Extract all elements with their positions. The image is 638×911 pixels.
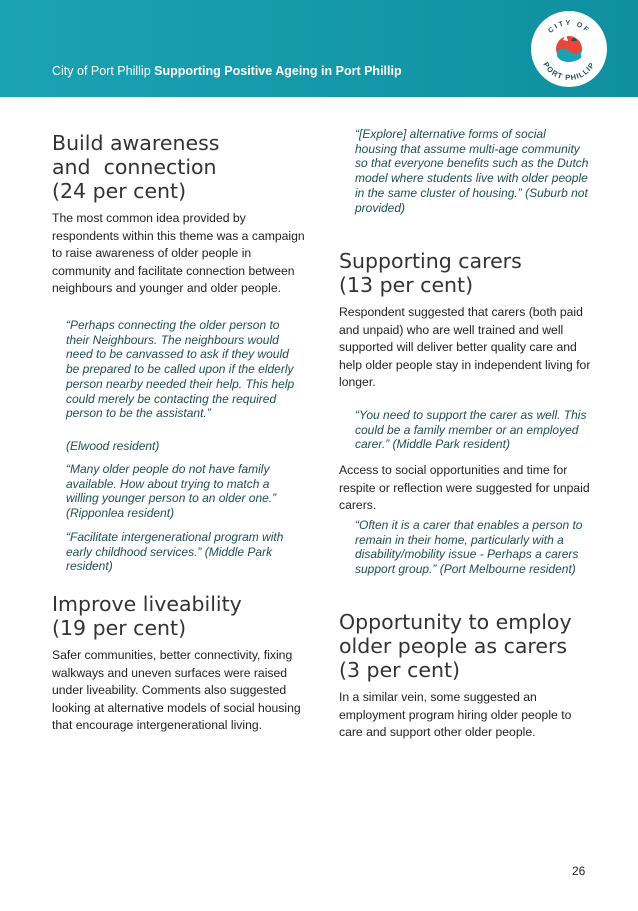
awareness-body: The most common idea provided by respondents within this theme was a campaign to raise awareness of older people in community and facilitate connection between neighbours and younger and older people.: [52, 211, 305, 295]
header-title: [52, 64, 402, 78]
heading-awareness-line2: and connection: [52, 155, 217, 179]
liveability-body: Safer communities, better connectivity, fixing walkways and uneven surfaces were raised under liveability. Comments also suggested looking at alternative models of social housing that encourage intergenerational living.: [52, 648, 301, 732]
header-banner: [0, 0, 638, 97]
city-logo: [530, 10, 608, 88]
heading-liveability-line1: Improve liveability: [52, 592, 242, 616]
heading-employ-line3: (3 per cent): [339, 658, 461, 682]
awareness-quote-3: “Facilitate intergenerational program with early childhood services.” (Middle Park resident): [66, 530, 284, 574]
carers-body: Respondent suggested that carers (both paid and unpaid) who are well trained and well supported will deliver better quality care and help older people stay in independent living for longer.: [339, 305, 591, 389]
carers-quote-1: “You need to support the carer as well. This could be a family member or an employed carer.” (Middle Park resident): [355, 408, 587, 452]
header-doc-title: Supporting Positive Ageing in Port Phillip: [154, 64, 402, 78]
heading-awareness-line3: (24 per cent): [52, 179, 187, 203]
heading-carers-line2: (13 per cent): [339, 273, 474, 297]
heading-awareness-line1: Build awareness: [52, 131, 220, 155]
awareness-quote-2: “Many older people do not have family available. How about trying to match a willing younger person to an older one.” (Ripponlea resident): [66, 462, 277, 521]
logo-bottom-text: PORT PHILLIP: [541, 60, 597, 83]
heading-carers-line1: Supporting carers: [339, 249, 522, 273]
heading-employ-line2: older people as carers: [339, 634, 568, 658]
header-org: City of Port Phillip: [52, 64, 151, 78]
heading-carers: [339, 249, 599, 297]
heading-liveability-line2: (19 per cent): [52, 616, 187, 640]
heading-awareness: [52, 131, 312, 203]
heading-employ: [339, 610, 599, 682]
housing-quote: “[Explore] alternative forms of social housing that assume multi-age community so that everyone benefits such as the Dutch model where students live with older people in the same cluster of housing.” (Suburb not provided): [355, 127, 589, 215]
awareness-quote-1: “Perhaps connecting the older person to their Neighbours. The neighbours would need to be canvassed to ask if they would be prepared to be called upon if the elderly person nearby needed their help. This help could merely be contacting the required person to be the assistant.”: [66, 318, 295, 421]
employ-body: In a similar vein, some suggested an employment program hiring older people to care and support other older people.: [339, 690, 572, 739]
carers-quote-2: “Often it is a carer that enables a person to remain in their home, particularly with a disability/mobility issue - Perhaps a carers support group.” (Port Melbourne resident): [355, 518, 583, 577]
carers-body-2: Access to social opportunities and time for respite or reflection were suggested for unpaid carers.: [339, 463, 590, 512]
heading-employ-line1: Opportunity to employ: [339, 610, 572, 634]
page-number: 26: [572, 864, 586, 878]
logo-top-text: CITY OF: [547, 19, 591, 35]
heading-liveability: [52, 592, 312, 640]
awareness-quote-1-source: (Elwood resident): [66, 439, 160, 453]
